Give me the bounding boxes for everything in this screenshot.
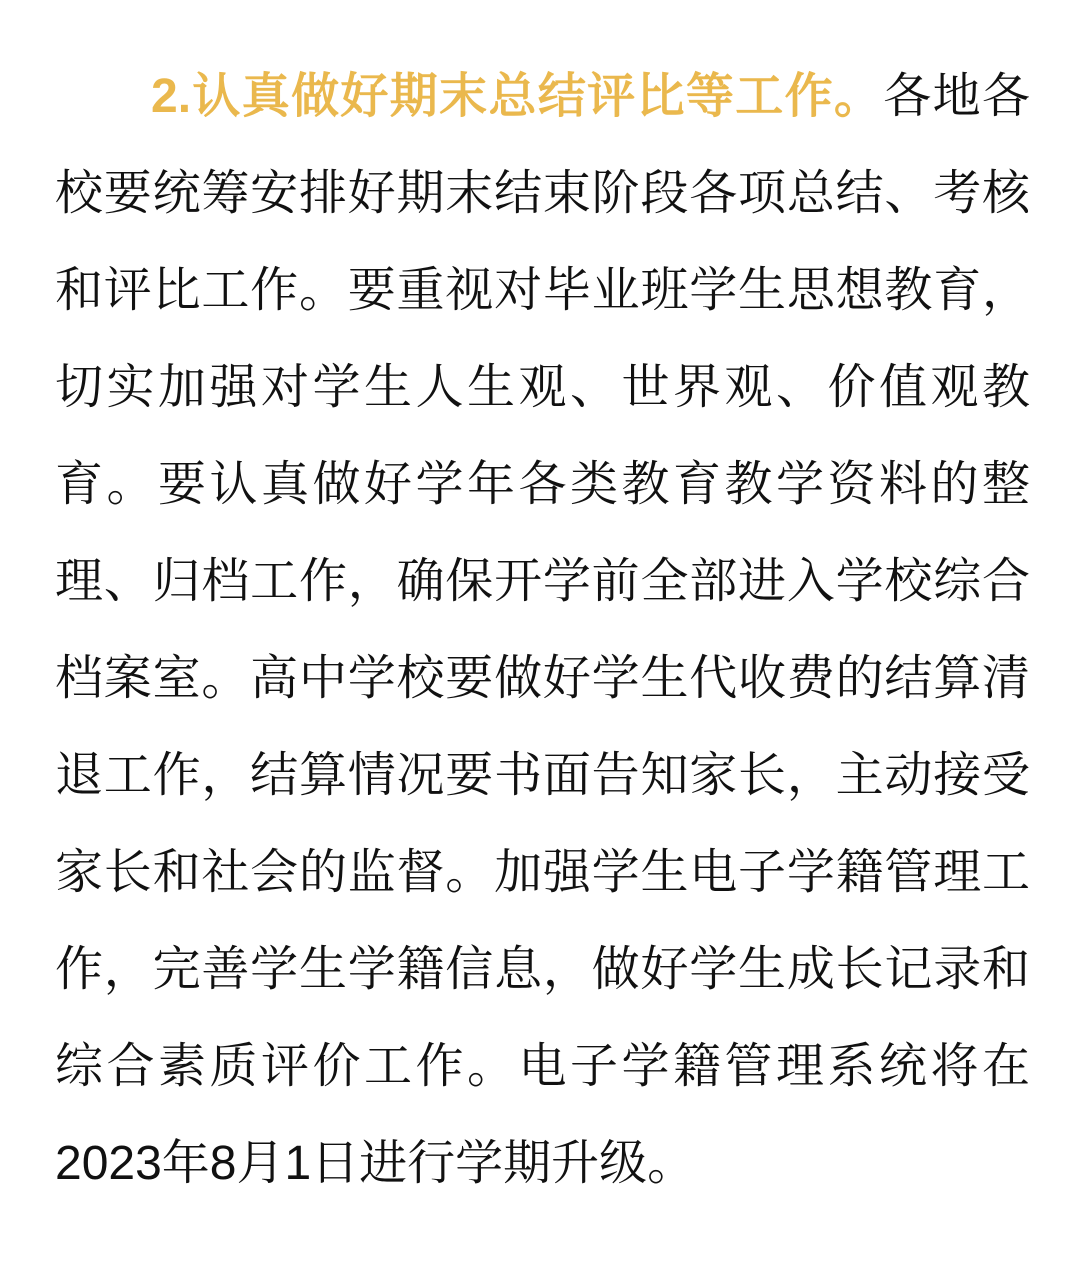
paragraph-line: 育。要认真做好学年各类教育教学资料的整: [55, 458, 1030, 511]
paragraph-line: 和评比工作。要重视对毕业班学生思想教育，: [55, 264, 1030, 317]
paragraph-line: 理、归档工作，确保开学前全部进入学校综合: [55, 555, 1030, 608]
paragraph-line: 作，完善学生学籍信息，做好学生成长记录和: [55, 943, 1030, 996]
paragraph-line: 校要统筹安排好期末结束阶段各项总结、考核: [55, 167, 1030, 220]
paragraph-line: 退工作，结算情况要书面告知家长，主动接受: [55, 749, 1030, 802]
paragraph-last-line: 2023年8月1日进行学期升级。: [55, 1137, 696, 1190]
paragraph-first-line: [55, 48, 1030, 145]
paragraph-text-lead: 各地各: [883, 70, 1030, 123]
paragraph-line: 档案室。高中学校要做好学生代收费的结算清: [55, 652, 1030, 705]
paragraph-line: 综合素质评价工作。电子学籍管理系统将在: [55, 1040, 1030, 1093]
paragraph: [55, 48, 1030, 1212]
section-heading: 2.认真做好期末总结评比等工作。: [151, 70, 884, 123]
paragraph-line: 家长和社会的监督。加强学生电子学籍管理工: [55, 846, 1030, 899]
paragraph-line: 切实加强对学生人生观、世界观、价值观教: [55, 361, 1030, 414]
